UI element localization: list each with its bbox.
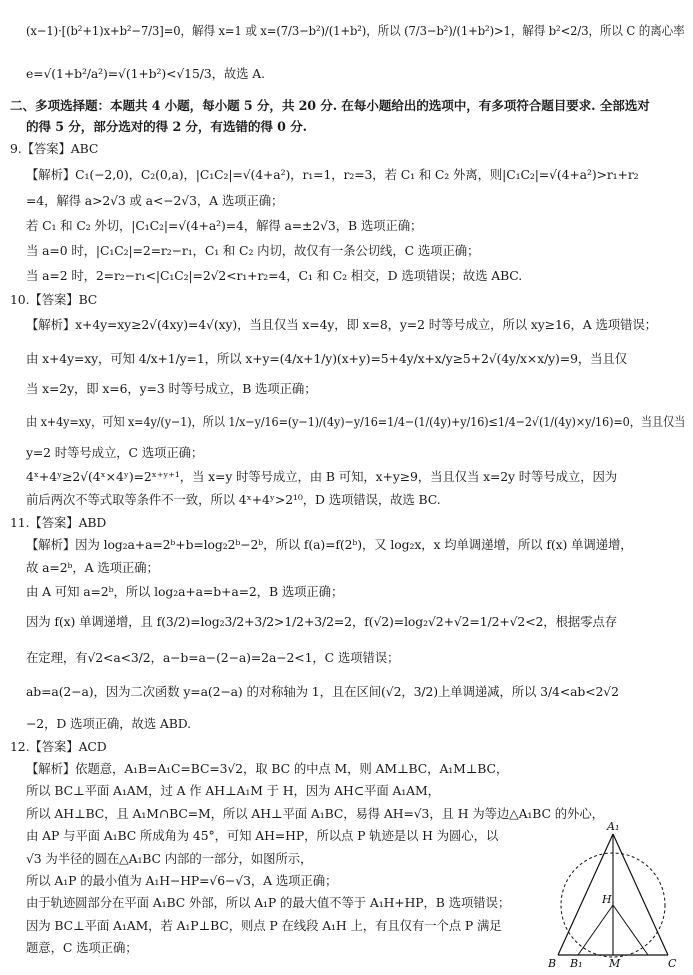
text-line-l09: 当 a=0 时，|C₁C₂|=2=r₂−r₁，C₁ 和 C₂ 内切，故仅有一条公切线，C 选项正确；	[26, 243, 480, 258]
text-line-l08: 若 C₁ 和 C₂ 外切，|C₁C₂|=√(4+a²)=4，解得 a=±2√3，B 选项正确；	[26, 218, 423, 233]
text-line-l28: 【解析】依题意，A₁B=A₁C=BC=3√2，取 BC 的中点 M，则 AM⊥BC，A₁M⊥BC，	[26, 761, 509, 776]
label-h: H	[602, 893, 612, 906]
label-b: B	[548, 957, 557, 970]
text-line-l29: 所以 BC⊥平面 A₁AM，过 A 作 AH⊥A₁M 于 H，因为 AH⊂平面 A₁AM，	[26, 783, 440, 798]
text-line-l13: 由 x+4y=xy，可知 4/x+1/y=1，所以 x+y=(4/x+1/y)(x+y)=5+4y/x+x/y≥5+2√(4y/x×x/y)=9，当且仅	[26, 351, 628, 366]
text-line-l06: 【解析】C₁(−2,0)，C₂(0,a)，|C₁C₂|=√(4+a²)，r₁=1，r₂=3，若 C₁ 和 C₂ 外离，则|C₁C₂|=√(4+a²)>r₁+r₂	[26, 167, 639, 182]
text-line-l32: √3 为半径的圆在△A₁BC 内部的一部分，如图所示，	[26, 851, 313, 866]
text-line-l02: e=√(1+b²/a²)=√(1+b²)<√15/3，故选 A.	[26, 66, 265, 81]
text-line-l26: −2，D 选项正确，故选 ABD.	[26, 716, 191, 731]
text-line-l01: (x−1)·[(b²+1)x+b²−7/3]=0，解得 x=1 或 x=(7/3−b²)/(1+b²)，所以 (7/3−b²)/(1+b²)>1，解得 b²<2/3，所以 C 的离心率	[26, 23, 685, 38]
text-line-l18: 前后两次不等式取等条件不一致，所以 4ˣ+4ʸ>2¹⁰，D 选项错误，故选 BC.	[26, 492, 441, 507]
label-b1: B₁	[570, 957, 583, 970]
text-line-l20: 【解析】因为 log₂a+a=2ᵇ+b=log₂2ᵇ−2ᵇ，所以 f(a)=f(2ᵇ)，又 log₂x，x 均单调递增，所以 f(x) 单调递增，	[26, 537, 633, 552]
text-line-l12: 【解析】x+4y=xy≥2√(4xy)=4√(xy)，当且仅当 x=4y，即 x=8，y=2 时等号成立，所以 xy≥16，A 选项错误；	[26, 317, 657, 332]
text-line-l23: 因为 f(x) 单调递增，且 f(3/2)=log₂3/2+3/2>1/2+3/2=2，f(√2)=log₂√2+√2=1/2+√2<2，根据零点存	[26, 614, 618, 629]
text-line-l30: 所以 AH⊥BC，且 A₁M∩BC=M，所以 AH⊥平面 A₁BC，易得 AH=√3，且 H 为等边△A₁BC 的外心，	[26, 806, 604, 821]
text-line-l14: 当 x=2y，即 x=6，y=3 时等号成立，B 选项正确；	[26, 381, 317, 396]
text-line-l05: 9.【答案】ABC	[10, 141, 99, 156]
text-line-l25: ab=a(2−a)，因为二次函数 y=a(2−a) 的对称轴为 1，且在区间(√2，3/2)上单调递减，所以 3/4<ab<2√2	[26, 684, 619, 699]
text-line-l04: 的得 5 分，部分选对的得 2 分，有选错的得 0 分.	[26, 119, 307, 134]
text-line-l10: 当 a=2 时，2=r₂−r₁<|C₁C₂|=2√2<r₁+r₂=4，C₁ 和 C₂ 相交，D 选项错误；故选 ABC.	[26, 268, 523, 283]
text-line-l34: 由于轨迹圆部分在平面 A₁BC 外部，所以 A₁P 的最大值不等于 A₁H+HP，B 选项错误；	[26, 895, 511, 910]
text-line-l07: =4，解得 a>2√3 或 a<−2√3，A 选项正确；	[26, 193, 284, 208]
text-line-l15: 由 x+4y=xy，可知 x=4y/(y−1)，所以 1/x−y/16=(y−1)/(4y)−y/16=1/4−(1/(4y)+y/16)≤1/4−2√(1/(4y)×y/16)=0，当且仅当	[26, 414, 686, 429]
text-line-l17: 4ˣ+4ʸ≥2√(4ˣ×4ʸ)=2ˣ⁺ʸ⁺¹，当 x=y 时等号成立，由 B 可知，x+y≥9，当且仅当 x=2y 时等号成立，因为	[26, 469, 618, 484]
label-c: C	[668, 957, 677, 970]
label-a1: A₁	[607, 820, 620, 833]
text-line-l19: 11.【答案】ABD	[10, 515, 107, 530]
text-line-l21: 故 a=2ᵇ，A 选项正确；	[26, 560, 159, 575]
text-line-l16: y=2 时等号成立，C 选项正确；	[26, 445, 204, 460]
text-line-l22: 由 A 可知 a=2ᵇ，所以 log₂a+a=b+a=2，B 选项正确；	[26, 584, 344, 599]
text-line-l35: 因为 BC⊥平面 A₁AM，若 A₁P⊥BC，则点 P 在线段 A₁H 上，有且仅有一个点 P 满足	[26, 918, 502, 933]
text-line-l31: 由 AP 与平面 A₁BC 所成角为 45°，可知 AH=HP，所以点 P 轨迹是以 H 为圆心，以	[26, 828, 499, 843]
text-line-l11: 10.【答案】BC	[10, 292, 98, 307]
text-line-l24: 在定理，有√2<a<3/2，a−b=a−(2−a)=2a−2<1，C 选项错误；	[26, 650, 400, 665]
text-line-l33: 所以 A₁P 的最小值为 A₁H−HP=√6−√3，A 选项正确；	[26, 873, 338, 888]
text-line-l36: 题意，C 选项正确；	[26, 940, 138, 955]
side-a1c	[613, 834, 668, 955]
label-m: M	[609, 957, 621, 970]
triangle-figure	[548, 820, 683, 970]
text-line-l03: 二、多项选择题：本题共 4 小题，每小题 5 分，共 20 分. 在每小题给出的选项中，有多项符合题目要求. 全部选对	[10, 98, 650, 113]
text-line-l27: 12.【答案】ACD	[10, 739, 107, 754]
segment-h-b1	[578, 905, 613, 955]
